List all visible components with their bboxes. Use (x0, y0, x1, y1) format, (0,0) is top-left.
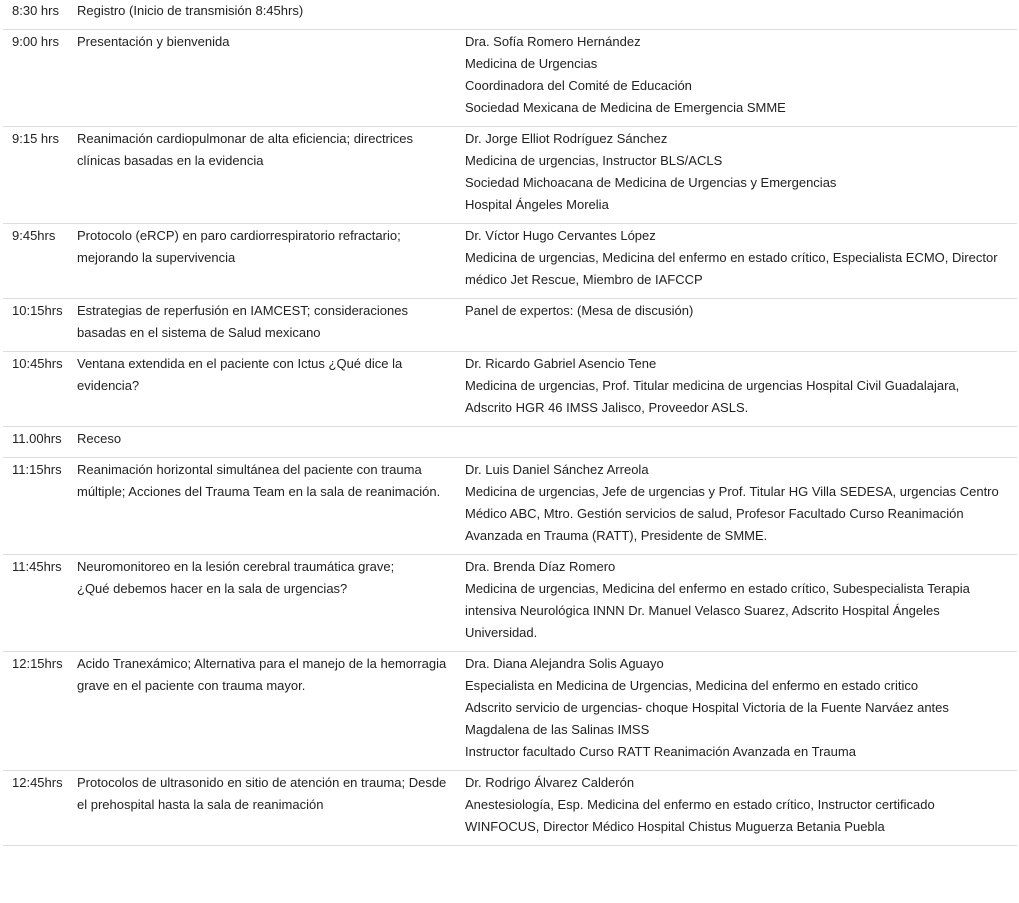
session-speaker (465, 128, 1017, 216)
session-speaker (465, 556, 1017, 644)
topic-line: mejorando la supervivencia (77, 250, 236, 265)
agenda-row (3, 299, 1017, 352)
session-speaker (465, 353, 1017, 419)
speaker-line: WINFOCUS, Director Médico Hospital Chistus Muguerza Betania Puebla (465, 819, 885, 834)
speaker-line: médico Jet Rescue, Miembro de IAFCCP (465, 272, 703, 287)
topic-line: Reanimación horizontal simultánea del paciente con trauma (77, 462, 422, 477)
topic-line: el prehospital hasta la sala de reanimación (77, 797, 324, 812)
session-time: 11:15hrs (12, 462, 62, 477)
session-topic (77, 225, 465, 291)
agenda-row (3, 427, 1017, 458)
speaker-line: Dr. Víctor Hugo Cervantes López (465, 228, 656, 243)
speaker-line: Dra. Brenda Díaz Romero (465, 559, 616, 574)
agenda-row (3, 127, 1017, 224)
speaker-line: Medicina de urgencias, Jefe de urgencias y Prof. Titular HG Villa SEDESA, urgencias Centro (465, 484, 999, 499)
agenda-row (3, 652, 1017, 771)
speaker-line: Dr. Luis Daniel Sánchez Arreola (465, 462, 649, 477)
speaker-line: Dr. Rodrigo Álvarez Calderón (465, 775, 635, 790)
topic-line: Protocolo (eRCP) en paro cardiorrespiratorio refractario; (77, 228, 401, 243)
speaker-line: Médico ABC, Mtro. Gestión servicios de salud, Profesor Facultado Curso Reanimación (465, 506, 964, 521)
topic-line: Presentación y bienvenida (77, 34, 230, 49)
agenda-row (3, 458, 1017, 555)
agenda-row (3, 0, 1017, 30)
session-speaker (465, 0, 1017, 22)
topic-line: Ventana extendida en el paciente con Ictus ¿Qué dice la (77, 356, 403, 371)
agenda-table (3, 0, 1017, 846)
speaker-line: Dr. Ricardo Gabriel Asencio Tene (465, 356, 657, 371)
session-speaker (465, 300, 1017, 344)
speaker-line: Medicina de Urgencias (465, 56, 598, 71)
speaker-line: Hospital Ángeles Morelia (465, 197, 609, 212)
speaker-line: Sociedad Mexicana de Medicina de Emergencia SMME (465, 100, 786, 115)
agenda-row (3, 352, 1017, 427)
topic-line: Acido Tranexámico; Alternativa para el manejo de la hemorragia (77, 656, 447, 671)
session-speaker (465, 428, 1017, 450)
speaker-line: Sociedad Michoacana de Medicina de Urgencias y Emergencias (465, 175, 837, 190)
topic-line: Receso (77, 431, 122, 446)
session-time: 12:15hrs (12, 656, 63, 671)
agenda-row (3, 224, 1017, 299)
session-time: 9:00 hrs (12, 34, 59, 49)
speaker-line: Medicina de urgencias, Instructor BLS/ACLS (465, 153, 723, 168)
speaker-line: Coordinadora del Comité de Educación (465, 78, 692, 93)
session-time: 10:45hrs (12, 356, 63, 371)
session-time: 9:45hrs (12, 228, 56, 243)
speaker-line: Universidad. (465, 625, 538, 640)
session-time: 11.00hrs (12, 431, 62, 446)
session-time: 11:45hrs (12, 559, 62, 574)
topic-line: basadas en el sistema de Salud mexicano (77, 325, 321, 340)
topic-line: evidencia? (77, 378, 140, 393)
speaker-line: Dra. Diana Alejandra Solis Aguayo (465, 656, 664, 671)
topic-line: Protocolos de ultrasonido en sitio de atención en trauma; Desde (77, 775, 447, 790)
topic-line: clínicas basadas en la evidencia (77, 153, 264, 168)
session-topic (77, 556, 465, 644)
speaker-line: Avanzada en Trauma (RATT), Presidente de SMME. (465, 528, 768, 543)
session-topic (77, 128, 465, 216)
topic-line: Neuromonitoreo en la lesión cerebral traumática grave; (77, 559, 395, 574)
topic-line: Reanimación cardiopulmonar de alta eficiencia; directrices (77, 131, 414, 146)
topic-line: ¿Qué debemos hacer en la sala de urgencias? (77, 581, 348, 596)
agenda-row (3, 555, 1017, 652)
speaker-line: Panel de expertos: (Mesa de discusión) (465, 303, 694, 318)
topic-line: Registro (Inicio de transmisión 8:45hrs) (77, 3, 304, 18)
topic-line: grave en el paciente con trauma mayor. (77, 678, 306, 693)
session-speaker (465, 772, 1017, 838)
session-topic (77, 459, 465, 547)
session-time: 9:15 hrs (12, 131, 59, 146)
session-topic (77, 772, 465, 838)
session-topic (77, 353, 465, 419)
session-speaker (465, 653, 1017, 763)
speaker-line: Anestesiología, Esp. Medicina del enfermo en estado crítico, Instructor certificado (465, 797, 935, 812)
agenda-row (3, 30, 1017, 127)
session-topic (77, 653, 465, 763)
speaker-line: Medicina de urgencias, Medicina del enfermo en estado crítico, Especialista ECMO, Director (465, 250, 998, 265)
speaker-line: Magdalena de las Salinas IMSS (465, 722, 650, 737)
session-topic (77, 428, 465, 450)
speaker-line: intensiva Neurológica INNN Dr. Manuel Velasco Suarez, Adscrito Hospital Ángeles (465, 603, 940, 618)
speaker-line: Medicina de urgencias, Medicina del enfermo en estado crítico, Subespecialista Terapia (465, 581, 970, 596)
session-topic (77, 31, 465, 119)
session-time: 10:15hrs (12, 303, 63, 318)
speaker-line: Dra. Sofía Romero Hernández (465, 34, 641, 49)
speaker-line: Medicina de urgencias, Prof. Titular medicina de urgencias Hospital Civil Guadalajara, (465, 378, 960, 393)
agenda-row (3, 771, 1017, 846)
session-speaker (465, 31, 1017, 119)
session-speaker (465, 459, 1017, 547)
session-topic (77, 300, 465, 344)
session-topic (77, 0, 465, 22)
speaker-line: Dr. Jorge Elliot Rodríguez Sánchez (465, 131, 668, 146)
speaker-line: Especialista en Medicina de Urgencias, Medicina del enfermo en estado critico (465, 678, 919, 693)
session-time: 12:45hrs (12, 775, 63, 790)
speaker-line: Instructor facultado Curso RATT Reanimación Avanzada en Trauma (465, 744, 856, 759)
topic-line: Estrategias de reperfusión en IAMCEST; consideraciones (77, 303, 408, 318)
speaker-line: Adscrito servicio de urgencias- choque Hospital Victoria de la Fuente Narváez antes (465, 700, 949, 715)
speaker-line: Adscrito HGR 46 IMSS Jalisco, Proveedor ASLS. (465, 400, 749, 415)
topic-line: múltiple; Acciones del Trauma Team en la sala de reanimación. (77, 484, 441, 499)
session-time: 8:30 hrs (12, 3, 59, 18)
session-speaker (465, 225, 1017, 291)
